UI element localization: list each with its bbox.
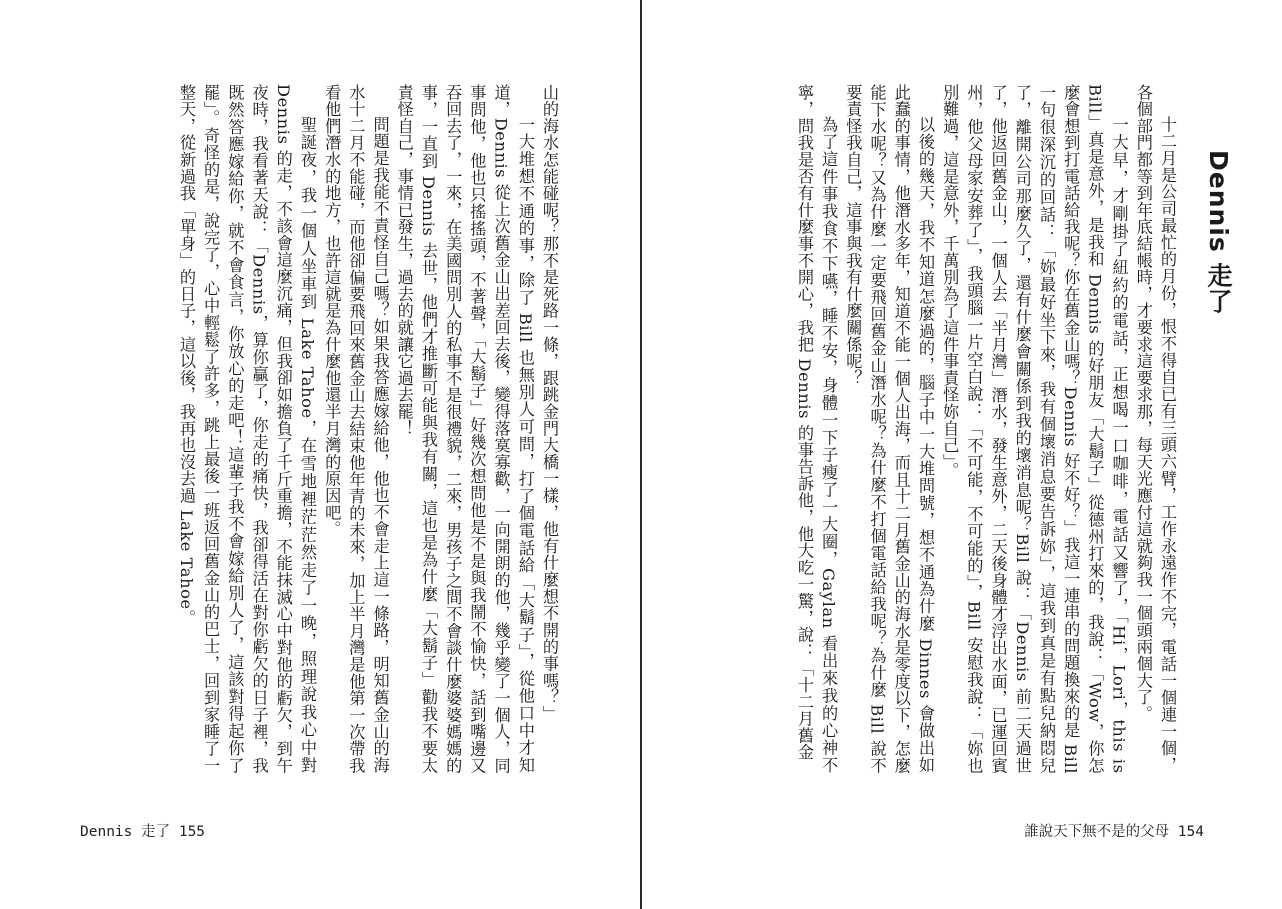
paragraph: 問題是我能不責怪自己嗎？如果我答應嫁給他，他也不會走上這一條路，明知舊金山的海水十二月不能碰，而他卻偏要飛回來舊金山去結束他年青的未來，加上半月灣是他第一次帶我看他們潛水的地方，也許這就是為什麼他還半月灣的原因吧。: [322, 84, 390, 774]
paragraph: 山的海水怎能碰呢？那不是死路一條，跟跳金門大橋一樣，他有什麼想不開的事嗎？」: [540, 84, 559, 723]
right-page: [643, 0, 1282, 909]
paragraph: 以後的幾天，我不知道怎麼過的，腦子中一大堆問號，想不通為什麼 Dinnes 會做出如此蠢的事情，他潛水多年，知道不能一個人出海，而且十二月舊金山的海水是零度以下，怎麼能下水呢？又為什麼一定要飛回舊金山潛水呢？為什麼不打個電話給我呢？為什麼 Bill 說不要責怪我自己，這事與我有什麼關係呢？: [843, 84, 935, 774]
left-page-body: [51, 84, 561, 774]
page-footer-right: 誰說天下無不是的父母 154: [1024, 824, 1204, 840]
paragraph: 一大早，才剛掛了紐約的電話，正想喝一口咖啡，電話又響了，「Hi，Lori，this is Bill」真是意外，是我和 Dennis 的好朋友「大鬍子」從德州打來的，我說：「Wow，你怎麼會想到打電話給我呢？你在舊金山嗎？Dennis 好不好？」我這一連串的問題換來的是 Bill 一句很深沉的回話：「妳最好坐下來，我有個壞消息要告訴妳」，這我到真是有點兒納悶兒了，離開公司那麼久了，還有什麼會關係到我的壞消息呢？Bill 說：「Dennis 前二天過世了，他返回舊金山，一個人去「半月灣」潛水，發生意外，二天後身體才浮出水面，已運回賓州，他父母家安葬了」，我頭腦一片空白說：「不可能，不可能的」，Bill 安慰我說：「妳也別難過，這是意外，千萬別為了這件事責怪妳自己」。: [940, 84, 1129, 774]
paragraph: 一大堆想不通的事，除了 Bill 也無別人可問，打了個電話給「大鬍子」，從他口中才知道，Dennis 從上次舊金山出差回去後，變得落寞寡歡，一向開朗的他，幾乎變了一個人，同事問他，他也只搖搖頭，不著聲，「大鬍子」好幾次想問他是不是與我鬧不愉快，話到嘴邊又吞回去了，一來，在美國問別人的私事不是很禮貌，二來，男孩子之間不會談什麼婆婆媽媽的事，一直到 Dennis 去世，他們才推斷可能與我有關，這也是為什麼「大鬍子」勸我不要太責怪自己，事情已發生，過去的就讓它過去罷！: [394, 84, 535, 774]
paragraph: 十二月是公司最忙的月份，恨不得自已有三頭六臂，工作永遠作不完，電話一個連一個，各個部門都等到年底結帳時，才要求這要求那，每天光應付這就夠我一個頭兩個大了。: [1133, 84, 1177, 774]
paragraph: 聖誕夜，我一個人坐車到 Lake Tahoe，在雪地裡茫茫然走了一晚，照理說我心中對 Dennis 的走，不該會這麼沉痛，但我卻如擔負了千斤重擔，不能抹滅心中對他的虧欠，到午夜時，我看著天說：「Dennis，算你贏了，你走的痛快，我卻得活在對你虧欠的日子裡，我既然答應嫁給你，就不會食言，你放心的走吧！這輩子我不會嫁給別人了，這該對得起你了罷」。奇怪的是，說完了，心中輕鬆了許多，跳上最後一班返回舊金山的巴士，回到家睡了一整天，從新過我「單身」的日子，這以後，我再也沒去過 Lake Tahoe。: [176, 84, 317, 774]
right-page-body: [794, 84, 1179, 774]
chapter-title: Dennis 走了: [1204, 150, 1233, 315]
paragraph: 為了這件事我食不下嚥，睡不安，身體一下子瘦了一大圈，Gaylan 看出來我的心神不寧，問我是否有什麼事不開心，我把 Dennis 的事告訴他，他大吃一驚，說：「十二月舊金: [794, 84, 839, 774]
left-page: [0, 0, 640, 909]
page-footer-left: Dennis 走了 155: [80, 824, 206, 840]
book-gutter: [640, 0, 642, 909]
